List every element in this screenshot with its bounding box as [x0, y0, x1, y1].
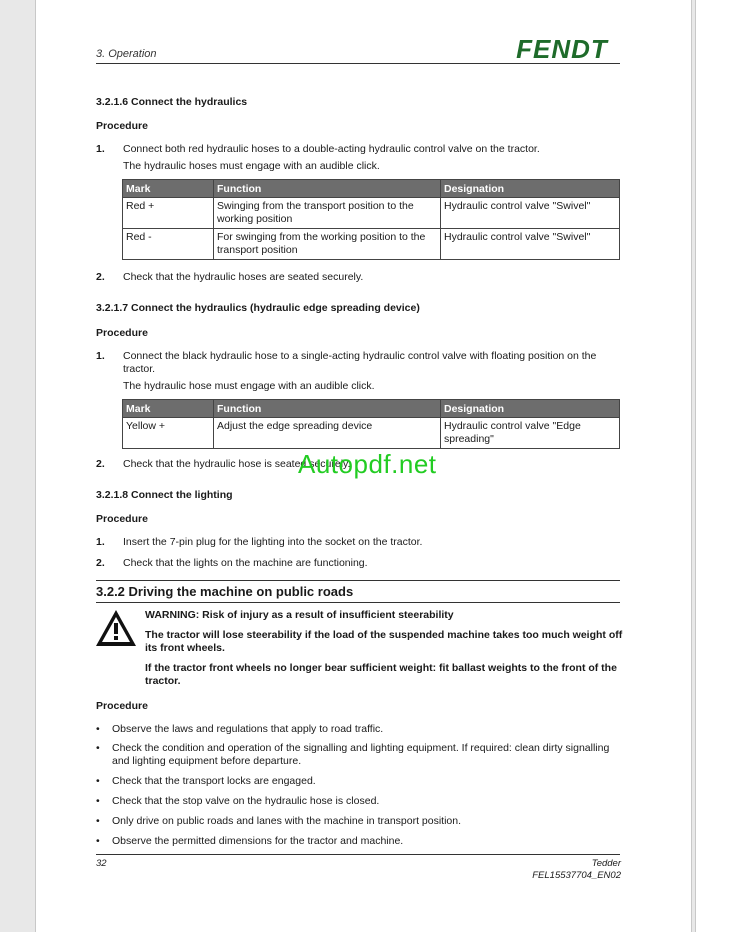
- table-cell: Red -: [123, 229, 214, 260]
- column-header: Function: [214, 180, 441, 198]
- section-heading-322: 3.2.2 Driving the machine on public roads: [96, 584, 354, 599]
- chapter-title: 3. Operation: [96, 48, 157, 60]
- watermark: Autopdf.net: [298, 449, 437, 479]
- list-item: Check that the stop valve on the hydraulic hose is closed.: [112, 795, 380, 807]
- table-cell: Adjust the edge spreading device: [214, 418, 441, 449]
- table-cell: Swinging from the transport position to the working position: [214, 198, 441, 229]
- list-item: Check the condition and operation of the signalling and lighting equipment. If required: clean dirty signalling and lighting equipment before departure.: [112, 742, 610, 767]
- step-text: Insert the 7-pin plug for the lighting into the socket on the tractor.: [123, 536, 423, 548]
- page-number: 32: [96, 858, 107, 869]
- table-cell: Hydraulic control valve "Swivel": [441, 229, 620, 260]
- section-heading-3216: 3.2.1.6 Connect the hydraulics: [96, 96, 248, 108]
- procedure-label: Procedure: [96, 700, 148, 712]
- bullet-marker: •: [96, 723, 100, 735]
- step-number: 2.: [96, 271, 105, 283]
- footer-title: Tedder: [591, 858, 621, 869]
- table-header-row: [123, 180, 620, 198]
- bullet-marker: •: [96, 742, 100, 754]
- warning-text: The tractor will lose steerability if the load of the suspended machine takes too much weight off its front wheels.: [145, 629, 623, 654]
- edge-spreading-table: [122, 399, 620, 449]
- warning-icon: [95, 609, 137, 647]
- step-text: Connect both red hydraulic hoses to a double-acting hydraulic control valve on the tractor.: [123, 143, 540, 155]
- step-number: 1.: [96, 143, 105, 155]
- table-cell: Hydraulic control valve "Swivel": [441, 198, 620, 229]
- table-cell: Hydraulic control valve "Edge spreading": [441, 418, 620, 449]
- procedure-label: Procedure: [96, 327, 148, 339]
- list-item: Only drive on public roads and lanes with the machine in transport position.: [112, 815, 462, 827]
- step-text: Connect the black hydraulic hose to a single-acting hydraulic control valve with floating position on the tractor.: [123, 350, 597, 375]
- fendt-logo: [502, 36, 622, 62]
- table-header-row: [123, 400, 620, 418]
- warning-text: If the tractor front wheels no longer bear sufficient weight: fit ballast weights to the front of the tractor.: [145, 662, 617, 687]
- warning-title: WARNING: Risk of injury as a result of insufficient steerability: [145, 609, 454, 621]
- bullet-marker: •: [96, 795, 100, 807]
- step-number: 1.: [96, 536, 105, 548]
- bullet-marker: •: [96, 775, 100, 787]
- list-item: Check that the transport locks are engaged.: [112, 775, 316, 787]
- hydraulics-table: [122, 179, 620, 260]
- column-header: Designation: [441, 180, 620, 198]
- header-divider: [96, 63, 620, 64]
- column-header: Function: [214, 400, 441, 418]
- procedure-label: Procedure: [96, 120, 148, 132]
- bullet-marker: •: [96, 835, 100, 847]
- step-number: 2.: [96, 458, 105, 470]
- adjacent-page-edge: [695, 0, 743, 932]
- table-row: [123, 418, 620, 449]
- step-note: The hydraulic hose must engage with an audible click.: [123, 380, 375, 392]
- procedure-label: Procedure: [96, 513, 148, 525]
- list-item: Observe the permitted dimensions for the tractor and machine.: [112, 835, 404, 847]
- footer-divider: [96, 854, 620, 855]
- step-number: 2.: [96, 557, 105, 569]
- step-text: Check that the hydraulic hoses are seated securely.: [123, 271, 364, 283]
- table-cell: Red +: [123, 198, 214, 229]
- document-code: FEL15537704_EN02: [532, 870, 621, 881]
- document-page: [35, 0, 692, 932]
- table-row: [123, 198, 620, 229]
- section-divider: [96, 602, 620, 603]
- list-item: Observe the laws and regulations that apply to road traffic.: [112, 723, 384, 735]
- step-text: Check that the lights on the machine are functioning.: [123, 557, 368, 569]
- step-note: The hydraulic hoses must engage with an audible click.: [123, 160, 380, 172]
- table-row: [123, 229, 620, 260]
- column-header: Designation: [441, 400, 620, 418]
- section-heading-3218: 3.2.1.8 Connect the lighting: [96, 489, 233, 501]
- step-text: Check that the hydraulic hose is seated securely.: [123, 458, 351, 470]
- section-divider: [96, 580, 620, 581]
- section-heading-3217: 3.2.1.7 Connect the hydraulics (hydraulic edge spreading device): [96, 302, 420, 314]
- table-cell: Yellow +: [123, 418, 214, 449]
- step-number: 1.: [96, 350, 105, 362]
- bullet-marker: •: [96, 815, 100, 827]
- column-header: Mark: [123, 180, 214, 198]
- fendt-logo-text: FENDT: [516, 36, 608, 62]
- column-header: Mark: [123, 400, 214, 418]
- table-cell: For swinging from the working position to the transport position: [214, 229, 441, 260]
